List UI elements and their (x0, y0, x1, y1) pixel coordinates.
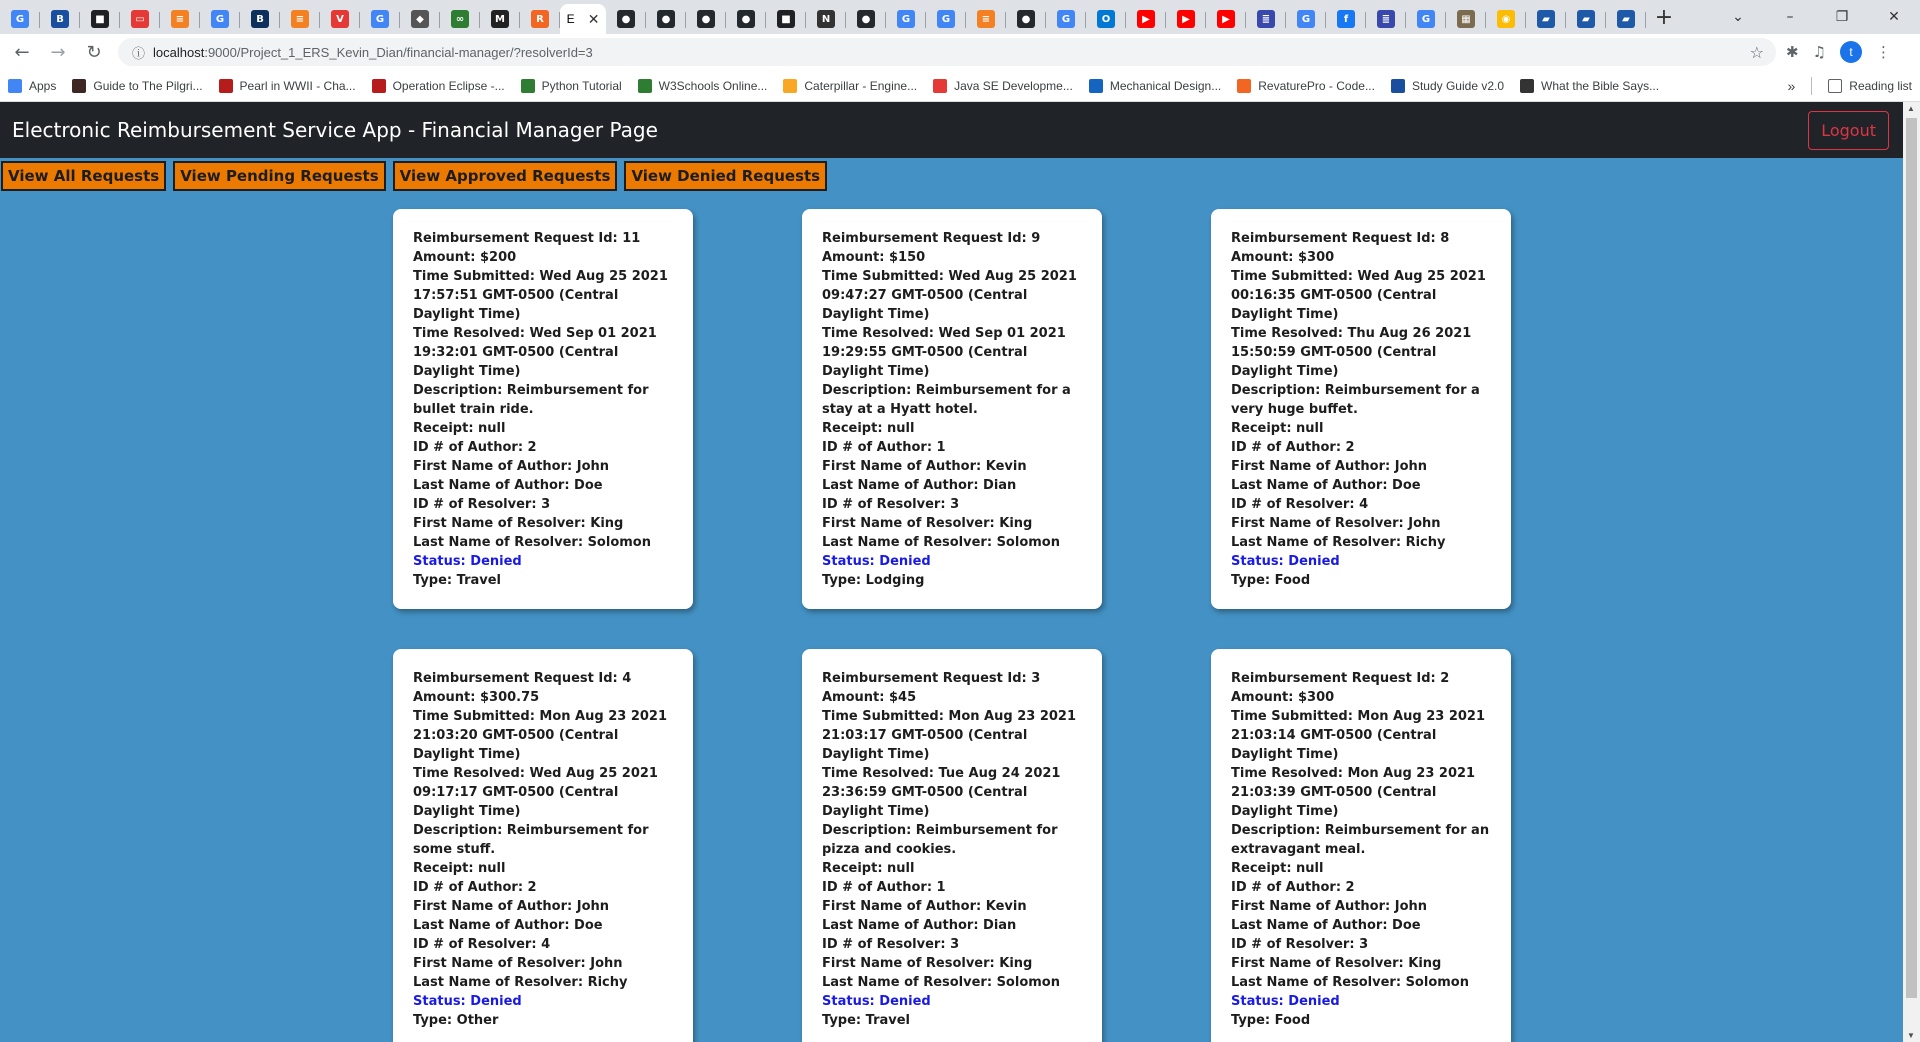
browser-tab[interactable] (1246, 4, 1286, 34)
minimize-icon[interactable]: – (1786, 9, 1794, 25)
request-field: Description: Reimbursement for a very huge buffet. (1231, 383, 1480, 417)
stack-icon: ≡ (977, 10, 995, 28)
browser-toolbar (0, 34, 1920, 70)
cube-icon: ■ (91, 10, 109, 28)
browser-tab[interactable] (966, 4, 1006, 34)
bookmark-item[interactable] (364, 79, 513, 93)
browser-tab[interactable] (1006, 4, 1046, 34)
request-type: Type: Other (413, 1013, 499, 1028)
doc-icon: ≣ (1257, 10, 1275, 28)
reading-list-button[interactable] (1820, 79, 1920, 93)
request-field: Last Name of Resolver: Richy (1231, 535, 1446, 550)
menu-icon[interactable]: ⋮ (1876, 43, 1892, 61)
request-field: Amount: $300 (1231, 690, 1335, 705)
browser-tab[interactable] (280, 4, 320, 34)
request-field: ID # of Resolver: 4 (413, 937, 551, 952)
more-bookmarks-button[interactable]: » (1787, 77, 1796, 94)
browser-tab[interactable] (40, 4, 80, 34)
youtube-icon: ▶ (1177, 10, 1195, 28)
bookmark-label: Mechanical Design... (1109, 78, 1222, 93)
request-field: Time Submitted: Wed Aug 25 2021 17:57:51 GMT-0500 (Central Daylight Time) (413, 269, 668, 322)
browser-tab[interactable] (320, 4, 360, 34)
browser-tab[interactable] (80, 4, 120, 34)
bookmark-separator (1811, 77, 1812, 95)
request-field: First Name of Author: John (1231, 899, 1428, 914)
browser-tab[interactable] (360, 4, 400, 34)
browser-tab[interactable] (1606, 4, 1646, 34)
request-field: ID # of Author: 1 (822, 880, 946, 895)
cube-icon: ■ (777, 10, 795, 28)
request-field: Last Name of Author: Doe (1231, 918, 1421, 933)
bookmark-label: Operation Eclipse -... (392, 78, 505, 93)
request-field: ID # of Resolver: 3 (822, 497, 960, 512)
forward-icon[interactable]: → (50, 41, 66, 63)
bookmark-favicon-icon (72, 79, 86, 93)
view-pending-requests-button[interactable]: View Pending Requests (173, 161, 385, 191)
bookmark-favicon-icon (1520, 79, 1534, 93)
filter-bar (0, 158, 1903, 191)
request-field: Time Resolved: Thu Aug 26 2021 15:50:59 GMT-0500 (Central Daylight Time) (1231, 326, 1472, 379)
browser-tab[interactable] (1446, 4, 1486, 34)
browser-tab[interactable] (1166, 4, 1206, 34)
brackets-icon: B (251, 10, 269, 28)
browser-tab[interactable] (1326, 4, 1366, 34)
toolbar-icons (1786, 41, 1891, 63)
request-field: Time Submitted: Mon Aug 23 2021 21:03:20 GMT-0500 (Central Daylight Time) (413, 709, 668, 762)
url-host: localhost (153, 44, 205, 60)
request-field: Last Name of Resolver: Solomon (822, 535, 1060, 550)
request-field: Receipt: null (413, 421, 506, 436)
google-icon: G (1417, 10, 1435, 28)
request-field: Reimbursement Request Id: 9 (822, 231, 1041, 246)
bookmark-item[interactable] (925, 79, 1081, 93)
request-field: ID # of Author: 2 (1231, 440, 1355, 455)
restore-icon[interactable]: ❐ (1835, 9, 1849, 25)
apps-bookmark[interactable] (0, 79, 64, 93)
request-type: Type: Travel (822, 1013, 911, 1028)
bookmark-label: Python Tutorial (541, 78, 622, 93)
reimbursement-request-card (802, 209, 1102, 609)
browser-tab[interactable] (400, 4, 440, 34)
request-field: First Name of Author: Kevin (822, 899, 1027, 914)
close-window-icon[interactable]: ✕ (1888, 9, 1900, 25)
apps-grid-icon (8, 79, 22, 93)
colorful-icon: ◉ (1497, 10, 1515, 28)
request-status: Status: Denied (413, 554, 522, 569)
bookmark-item[interactable] (211, 79, 364, 93)
github-icon: ● (697, 10, 715, 28)
reimbursement-request-card (1211, 649, 1511, 1042)
request-type: Type: Travel (413, 573, 502, 588)
bookmark-item[interactable] (513, 79, 630, 93)
youtube-icon: ▶ (1137, 10, 1155, 28)
tab-search-icon[interactable]: ⌄ (1732, 9, 1744, 25)
browser-tab[interactable] (766, 4, 806, 34)
browser-tab[interactable] (1406, 4, 1446, 34)
active-tab-label: E (566, 12, 575, 26)
diamond-icon: ◆ (411, 10, 429, 28)
request-field: ID # of Resolver: 4 (1231, 497, 1369, 512)
request-field: Time Resolved: Wed Sep 01 2021 19:29:55 GMT-0500 (Central Daylight Time) (822, 326, 1066, 379)
request-field: Time Submitted: Wed Aug 25 2021 09:47:27 GMT-0500 (Central Daylight Time) (822, 269, 1077, 322)
request-field: Receipt: null (822, 421, 915, 436)
bookmark-favicon-icon (1237, 79, 1251, 93)
bookmark-favicon-icon (783, 79, 797, 93)
browser-tab[interactable] (0, 4, 40, 34)
browser-tab[interactable] (1366, 4, 1406, 34)
browser-tab[interactable] (606, 4, 646, 34)
reimbursement-request-card (802, 649, 1102, 1042)
bookmark-label: Guide to The Pilgri... (93, 78, 203, 93)
request-field: ID # of Author: 2 (413, 880, 537, 895)
bookmark-favicon-icon (1089, 79, 1103, 93)
bookmark-item[interactable] (1383, 79, 1512, 93)
bookmark-label: Study Guide v2.0 (1411, 78, 1505, 93)
outlook-icon: O (1097, 10, 1115, 28)
request-field: Last Name of Resolver: Solomon (822, 975, 1060, 990)
request-field: Receipt: null (822, 861, 915, 876)
request-field: ID # of Author: 2 (1231, 880, 1355, 895)
view-approved-requests-button[interactable]: View Approved Requests (393, 161, 618, 191)
bookmark-label: RevaturePro - Code... (1258, 78, 1375, 93)
request-field: Last Name of Author: Doe (413, 478, 603, 493)
request-field: Description: Reimbursement for a stay at a Hyatt hotel. (822, 383, 1071, 417)
notion-icon: N (817, 10, 835, 28)
request-field: Reimbursement Request Id: 3 (822, 671, 1041, 686)
request-field: First Name of Resolver: King (822, 516, 1033, 531)
bookmark-item[interactable] (630, 79, 776, 93)
browser-tab[interactable] (686, 4, 726, 34)
reading-list-label: Reading list (1849, 78, 1912, 93)
request-field: ID # of Author: 2 (413, 440, 537, 455)
google-icon: G (371, 10, 389, 28)
request-field: First Name of Resolver: King (413, 516, 624, 531)
request-type: Type: Lodging (822, 573, 925, 588)
site-info-icon[interactable]: ⓘ (132, 46, 146, 62)
request-field: Last Name of Author: Dian (822, 918, 1017, 933)
request-field: Time Resolved: Wed Aug 25 2021 09:17:17 GMT-0500 (Central Daylight Time) (413, 766, 658, 819)
request-field: First Name of Author: Kevin (822, 459, 1027, 474)
bookmark-label: Java SE Developme... (954, 78, 1073, 93)
request-field: Time Resolved: Wed Sep 01 2021 19:32:01 GMT-0500 (Central Daylight Time) (413, 326, 657, 379)
request-field: Description: Reimbursement for an extravagant meal. (1231, 823, 1490, 857)
browser-tab[interactable] (480, 4, 520, 34)
reimbursement-request-card (1211, 209, 1511, 609)
browser-tab[interactable] (1486, 4, 1526, 34)
request-field: Amount: $200 (413, 250, 517, 265)
scroll-down-arrow-icon[interactable]: ▼ (1907, 1031, 1915, 1040)
address-bar[interactable] (118, 38, 1776, 66)
reading-list-icon (1828, 79, 1842, 93)
vue-icon: V (331, 10, 349, 28)
request-field: Amount: $300 (1231, 250, 1335, 265)
bookmark-favicon-icon (1391, 79, 1405, 93)
bookmark-label: Pearl in WWII - Cha... (239, 78, 356, 93)
bookmark-list (0, 79, 1667, 93)
request-field: First Name of Author: John (1231, 459, 1428, 474)
browser-tab[interactable] (926, 4, 966, 34)
request-field: Receipt: null (413, 861, 506, 876)
bookmark-favicon-icon (372, 79, 386, 93)
request-field: Reimbursement Request Id: 8 (1231, 231, 1450, 246)
new-tab-button[interactable]: + (1654, 4, 1674, 30)
github-icon: ● (857, 10, 875, 28)
browser-tab[interactable] (240, 4, 280, 34)
request-field: Reimbursement Request Id: 2 (1231, 671, 1450, 686)
browser-tab[interactable] (1286, 4, 1326, 34)
stack-icon: ≡ (291, 10, 309, 28)
bookmark-favicon-icon (521, 79, 535, 93)
request-field: Description: Reimbursement for some stuff. (413, 823, 649, 857)
request-field: Amount: $150 (822, 250, 926, 265)
tab-list (0, 0, 1646, 34)
github-icon: ● (617, 10, 635, 28)
reimbursement-request-card (393, 649, 693, 1042)
request-status: Status: Denied (1231, 994, 1340, 1009)
request-field: ID # of Resolver: 3 (413, 497, 551, 512)
bookmark-label: What the Bible Says... (1541, 78, 1660, 93)
request-field: Amount: $45 (822, 690, 917, 705)
request-field: Amount: $300.75 (413, 690, 540, 705)
request-type: Type: Food (1231, 1013, 1311, 1028)
browser-tab[interactable] (1206, 4, 1246, 34)
request-field: Receipt: null (1231, 861, 1324, 876)
browser-tab[interactable] (160, 4, 200, 34)
request-field: First Name of Resolver: John (1231, 516, 1441, 531)
browser-tab[interactable] (806, 4, 846, 34)
request-type: Type: Food (1231, 573, 1311, 588)
request-field: Time Resolved: Mon Aug 23 2021 21:03:39 GMT-0500 (Central Daylight Time) (1231, 766, 1476, 819)
request-field: First Name of Resolver: John (413, 956, 623, 971)
request-status: Status: Denied (1231, 554, 1340, 569)
brackets-icon: B (51, 10, 69, 28)
google-icon: G (897, 10, 915, 28)
browser-tab[interactable] (1086, 4, 1126, 34)
browser-tab[interactable] (520, 4, 560, 34)
bookmark-label: Apps (29, 78, 57, 93)
browser-tab[interactable] (440, 4, 480, 34)
request-field: ID # of Resolver: 3 (822, 937, 960, 952)
scroll-up-arrow-icon[interactable]: ▲ (1907, 104, 1915, 113)
request-field: Reimbursement Request Id: 11 (413, 231, 641, 246)
request-status: Status: Denied (822, 554, 931, 569)
reimbursement-request-card (393, 209, 693, 609)
mi-icon: M (491, 10, 509, 28)
back-icon[interactable]: ← (14, 41, 30, 63)
app-title: Electronic Reimbursement Service App - Financial Manager Page (12, 118, 658, 142)
request-field: Last Name of Resolver: Solomon (413, 535, 651, 550)
bookmarks-right (1780, 77, 1920, 95)
scroll-thumb[interactable] (1906, 118, 1917, 998)
bookmark-item[interactable] (1229, 79, 1383, 93)
extensions-icon[interactable]: ✱ (1786, 43, 1799, 61)
chat-icon: ▰ (1617, 10, 1635, 28)
request-field: Description: Reimbursement for bullet train ride. (413, 383, 649, 417)
bookmarks-bar (0, 70, 1920, 102)
google-icon: G (1297, 10, 1315, 28)
bookmark-label: Caterpillar - Engine... (804, 78, 918, 93)
browser-tab[interactable] (1566, 4, 1606, 34)
request-field: Time Resolved: Tue Aug 24 2021 23:36:59 GMT-0500 (Central Daylight Time) (822, 766, 1061, 819)
browser-tab-strip (0, 0, 1920, 34)
browser-tab[interactable] (726, 4, 766, 34)
r-icon: R (531, 10, 549, 28)
request-field: Description: Reimbursement for pizza and cookies. (822, 823, 1058, 857)
bookmark-item[interactable] (1081, 79, 1229, 93)
browser-tab[interactable] (1526, 4, 1566, 34)
bookmark-item[interactable] (1512, 79, 1667, 93)
browser-tab[interactable] (1126, 4, 1166, 34)
github-icon: ● (1017, 10, 1035, 28)
browser-tab[interactable] (886, 4, 926, 34)
logout-button[interactable]: Logout (1808, 111, 1889, 150)
request-field: Last Name of Resolver: Solomon (1231, 975, 1469, 990)
bookmark-item[interactable] (775, 79, 925, 93)
browser-tab[interactable] (846, 4, 886, 34)
view-denied-requests-button[interactable]: View Denied Requests (624, 161, 827, 191)
stack-icon: ≡ (171, 10, 189, 28)
chrome-icon: G (11, 10, 29, 28)
chat-icon: ▰ (1577, 10, 1595, 28)
reload-icon[interactable]: ↻ (86, 41, 102, 63)
bookmark-favicon-icon (638, 79, 652, 93)
bookmark-star-icon[interactable]: ☆ (1749, 42, 1764, 62)
chat-icon: ▰ (1537, 10, 1555, 28)
request-field: Last Name of Resolver: Richy (413, 975, 628, 990)
request-field: ID # of Author: 1 (822, 440, 946, 455)
google-icon: G (1057, 10, 1075, 28)
close-tab-icon[interactable]: ✕ (587, 10, 600, 27)
request-status: Status: Denied (822, 994, 931, 1009)
request-field: Last Name of Author: Doe (1231, 478, 1421, 493)
request-field: First Name of Author: John (413, 899, 610, 914)
browser-tab[interactable] (120, 4, 160, 34)
page-scrollbar[interactable] (1903, 102, 1920, 1042)
request-field: Time Submitted: Mon Aug 23 2021 21:03:14 GMT-0500 (Central Daylight Time) (1231, 709, 1486, 762)
browser-tab[interactable] (200, 4, 240, 34)
browser-tab[interactable] (1046, 4, 1086, 34)
youtube-icon: ▶ (1217, 10, 1235, 28)
doc-icon: ≣ (1377, 10, 1395, 28)
request-field: ID # of Resolver: 3 (1231, 937, 1369, 952)
facebook-icon: f (1337, 10, 1355, 28)
request-field: First Name of Resolver: King (822, 956, 1033, 971)
bookmark-label: W3Schools Online... (658, 78, 768, 93)
request-field: First Name of Author: John (413, 459, 610, 474)
grid-icon: ▦ (1457, 10, 1475, 28)
media-icon[interactable]: ♫ (1812, 43, 1827, 61)
google-icon: G (937, 10, 955, 28)
bookmark-favicon-icon (933, 79, 947, 93)
request-field: Last Name of Author: Dian (822, 478, 1017, 493)
active-browser-tab[interactable] (560, 4, 606, 34)
browser-tab[interactable] (646, 4, 686, 34)
request-field: Receipt: null (1231, 421, 1324, 436)
request-field: Last Name of Author: Doe (413, 918, 603, 933)
request-field: Time Submitted: Mon Aug 23 2021 21:03:17 GMT-0500 (Central Daylight Time) (822, 709, 1077, 762)
url-path: :9000/Project_1_ERS_Kevin_Dian/financial-manager/?resolverId=3 (204, 44, 593, 60)
window-controls (1712, 9, 1920, 25)
video-icon: ▭ (131, 10, 149, 28)
bookmark-item[interactable] (64, 79, 210, 93)
github-icon: ● (737, 10, 755, 28)
google-icon: G (211, 10, 229, 28)
request-status: Status: Denied (413, 994, 522, 1009)
view-all-requests-button[interactable]: View All Requests (1, 161, 166, 191)
app-navbar (0, 102, 1903, 158)
request-field: First Name of Resolver: King (1231, 956, 1442, 971)
profile-avatar[interactable]: t (1840, 41, 1862, 63)
request-field: Time Submitted: Wed Aug 25 2021 00:16:35 GMT-0500 (Central Daylight Time) (1231, 269, 1486, 322)
link-icon: ∞ (451, 10, 469, 28)
app-viewport (0, 102, 1903, 1042)
github-icon: ● (657, 10, 675, 28)
bookmark-favicon-icon (219, 79, 233, 93)
request-field: Reimbursement Request Id: 4 (413, 671, 632, 686)
